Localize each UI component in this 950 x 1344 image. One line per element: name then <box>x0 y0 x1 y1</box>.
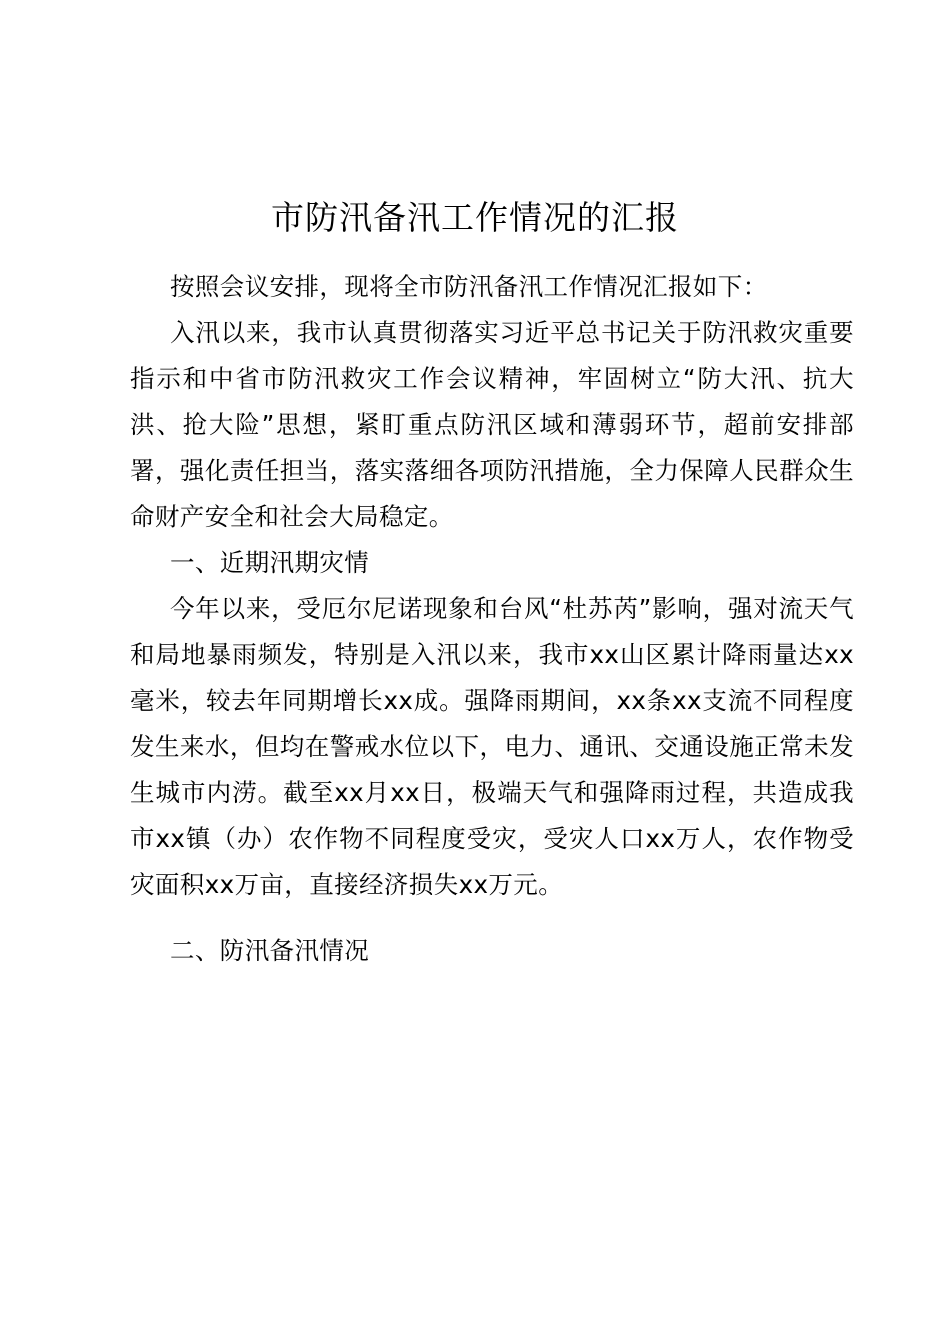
document-title: 市防汛备汛工作情况的汇报 <box>271 198 679 237</box>
document-body <box>130 264 854 974</box>
section-heading-2: 二、防汛备汛情况 <box>170 936 370 965</box>
section-heading-1: 一、近期汛期灾情 <box>170 548 370 577</box>
body-paragraph-2: 今年以来，受厄尔尼诺现象和台风“杜苏芮”影响，强对流天气和局地暴雨频发，特别是入汛以来，我市xx山区累计降雨量达xx毫米，较去年同期增长xx成。强降雨期间，xx条xx支流不同程度发生来水，但均在警戒水位以下，电力、通讯、交通设施正常未发生城市内涝。截至xx月xx日，极端天气和强降雨过程，共造成我市xx镇（办）农作物不同程度受灾，受灾人口xx万人，农作物受灾面积xx万亩，直接经济损失xx万元。 <box>130 594 854 899</box>
body-paragraph-1: 入汛以来，我市认真贯彻落实习近平总书记关于防汛救灾重要指示和中省市防汛救灾工作会议精神，牢固树立“防大汛、抗大洪、抢大险”思想，紧盯重点防汛区域和薄弱环节，超前安排部署，强化责任担当，落实落细各项防汛措施，全力保障人民群众生命财产安全和社会大局稳定。 <box>130 318 854 531</box>
intro-paragraph: 按照会议安排，现将全市防汛备汛工作情况汇报如下： <box>170 272 768 301</box>
